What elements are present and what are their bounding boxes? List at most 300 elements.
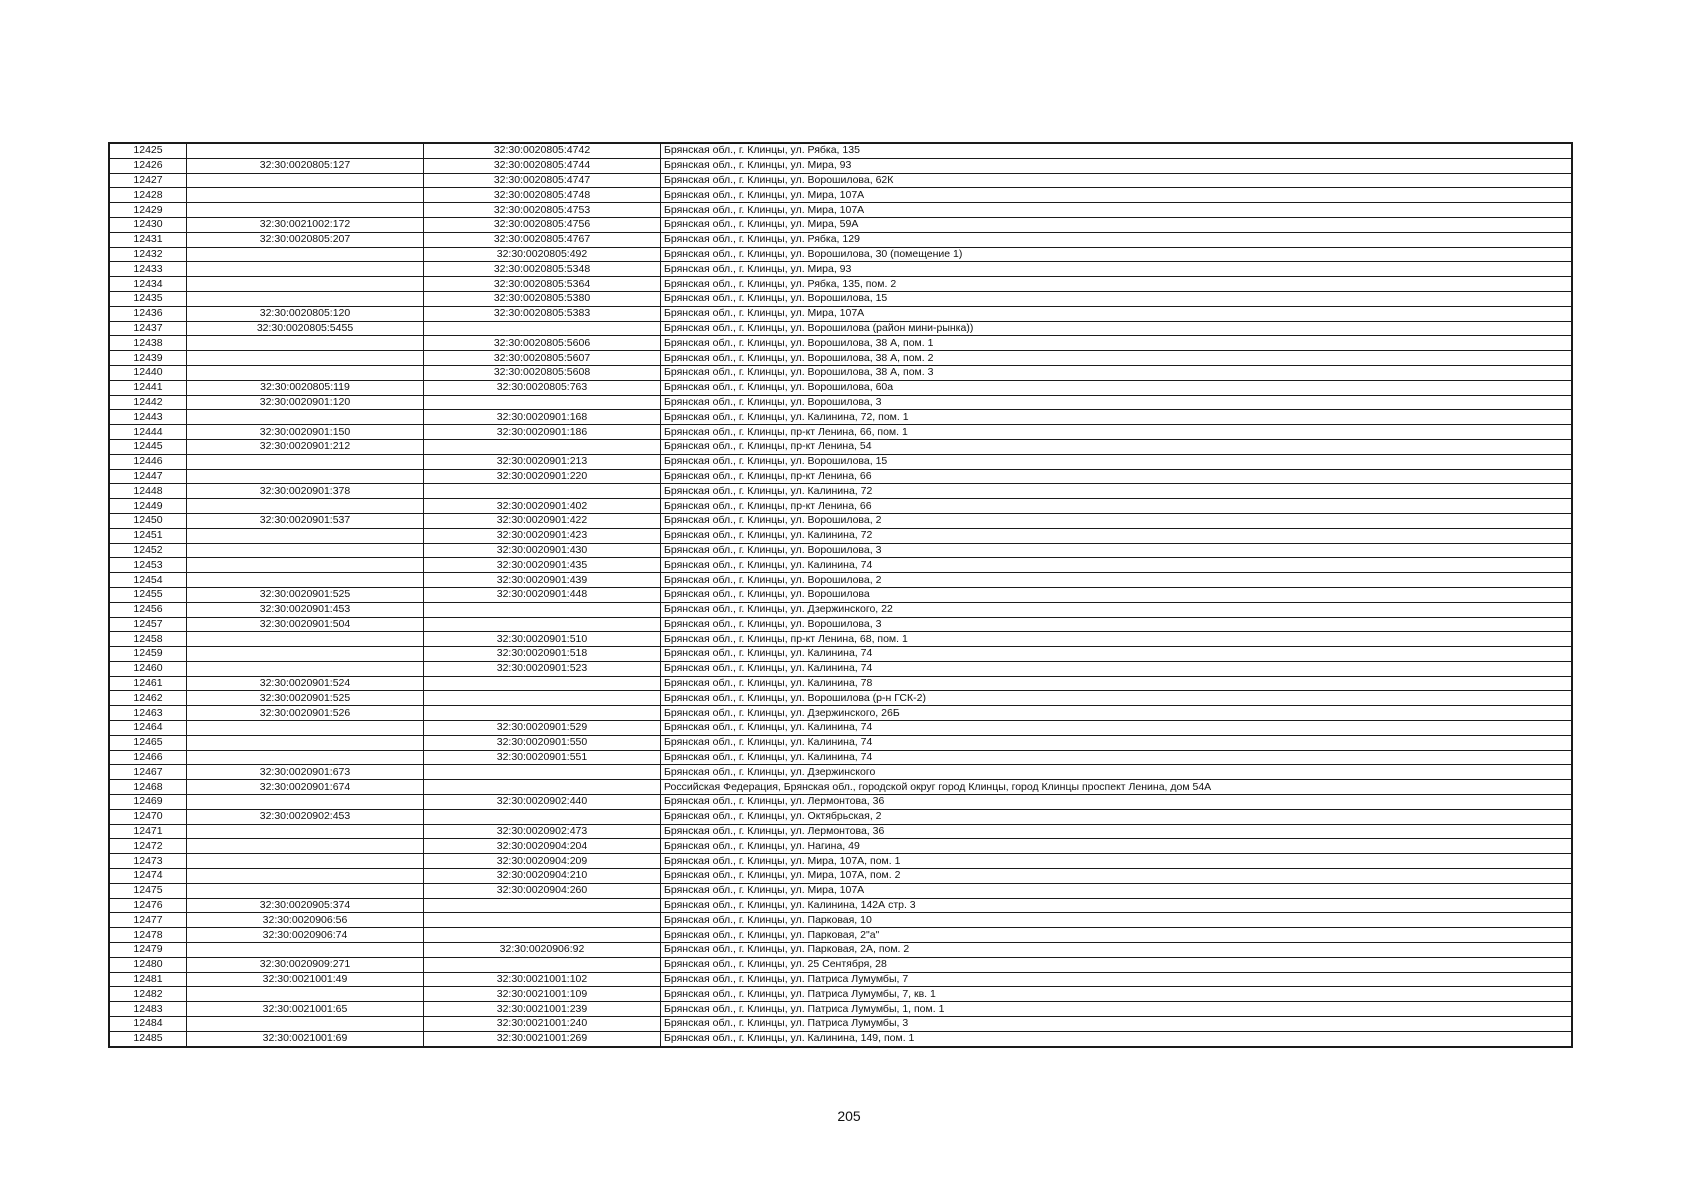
cadastral-number-cell — [187, 1017, 424, 1032]
row-number-cell: 12429 — [110, 203, 187, 218]
table-row — [110, 957, 1572, 972]
object-number-cell — [424, 321, 661, 336]
address-cell: Брянская обл., г. Клинцы, ул. Рябка, 129 — [661, 232, 1572, 247]
table-row — [110, 1031, 1572, 1046]
object-number-cell: 32:30:0020805:4767 — [424, 232, 661, 247]
cadastral-number-cell: 32:30:0020901:378 — [187, 484, 424, 499]
row-number-cell: 12474 — [110, 869, 187, 884]
table-row — [110, 217, 1572, 232]
object-number-cell — [424, 676, 661, 691]
row-number-cell: 12462 — [110, 691, 187, 706]
address-cell: Брянская обл., г. Клинцы, ул. Мира, 93 — [661, 262, 1572, 277]
address-cell: Брянская обл., г. Клинцы, ул. Ворошилова (р-н ГСК-2) — [661, 691, 1572, 706]
row-number-cell: 12475 — [110, 883, 187, 898]
row-number-cell: 12460 — [110, 661, 187, 676]
object-number-cell — [424, 706, 661, 721]
cadastral-number-cell: 32:30:0020805:127 — [187, 158, 424, 173]
table-row — [110, 883, 1572, 898]
table-row — [110, 913, 1572, 928]
cadastral-number-cell: 32:30:0020901:150 — [187, 425, 424, 440]
registry-table — [109, 143, 1572, 1047]
cadastral-number-cell: 32:30:0020901:120 — [187, 395, 424, 410]
cadastral-number-cell: 32:30:0020901:537 — [187, 513, 424, 528]
address-cell: Брянская обл., г. Клинцы, ул. Калинина, 72 — [661, 484, 1572, 499]
cadastral-number-cell — [187, 795, 424, 810]
row-number-cell: 12452 — [110, 543, 187, 558]
object-number-cell: 32:30:0020805:4748 — [424, 188, 661, 203]
object-number-cell: 32:30:0020901:435 — [424, 558, 661, 573]
address-cell: Брянская обл., г. Клинцы, пр-кт Ленина, 54 — [661, 439, 1572, 454]
cadastral-number-cell: 32:30:0020905:374 — [187, 898, 424, 913]
object-number-cell — [424, 395, 661, 410]
object-number-cell: 32:30:0020901:402 — [424, 499, 661, 514]
cadastral-number-cell: 32:30:0021001:49 — [187, 972, 424, 987]
row-number-cell: 12444 — [110, 425, 187, 440]
cadastral-number-cell: 32:30:0020901:674 — [187, 780, 424, 795]
address-cell: Брянская обл., г. Клинцы, ул. Дзержинского — [661, 765, 1572, 780]
row-number-cell: 12433 — [110, 262, 187, 277]
row-number-cell: 12466 — [110, 750, 187, 765]
table-row — [110, 484, 1572, 499]
row-number-cell: 12470 — [110, 809, 187, 824]
address-cell: Брянская обл., г. Клинцы, пр-кт Ленина, 68, пом. 1 — [661, 632, 1572, 647]
object-number-cell: 32:30:0020904:210 — [424, 869, 661, 884]
object-number-cell: 32:30:0020901:186 — [424, 425, 661, 440]
address-cell: Брянская обл., г. Клинцы, ул. Патриса Лумумбы, 7 — [661, 972, 1572, 987]
cadastral-number-cell — [187, 188, 424, 203]
cadastral-number-cell — [187, 469, 424, 484]
address-cell: Брянская обл., г. Клинцы, ул. Лермонтова, 36 — [661, 795, 1572, 810]
address-cell: Брянская обл., г. Клинцы, ул. Ворошилова, 3 — [661, 617, 1572, 632]
address-cell: Брянская обл., г. Клинцы, ул. Дзержинского, 22 — [661, 602, 1572, 617]
row-number-cell: 12435 — [110, 291, 187, 306]
object-number-cell — [424, 439, 661, 454]
cadastral-number-cell — [187, 721, 424, 736]
object-number-cell: 32:30:0020805:4742 — [424, 144, 661, 159]
row-number-cell: 12467 — [110, 765, 187, 780]
object-number-cell: 32:30:0020901:518 — [424, 647, 661, 662]
object-number-cell — [424, 765, 661, 780]
object-number-cell: 32:30:0020902:440 — [424, 795, 661, 810]
cadastral-number-cell — [187, 262, 424, 277]
table-row — [110, 943, 1572, 958]
table-row — [110, 351, 1572, 366]
row-number-cell: 12438 — [110, 336, 187, 351]
cadastral-number-cell: 32:30:0021002:172 — [187, 217, 424, 232]
address-cell: Брянская обл., г. Клинцы, ул. Мира, 107А — [661, 306, 1572, 321]
cadastral-number-cell: 32:30:0021001:69 — [187, 1031, 424, 1046]
table-row — [110, 321, 1572, 336]
cadastral-number-cell: 32:30:0020901:526 — [187, 706, 424, 721]
table-row — [110, 439, 1572, 454]
address-cell: Брянская обл., г. Клинцы, ул. Ворошилова, 3 — [661, 543, 1572, 558]
cadastral-number-cell: 32:30:0020901:212 — [187, 439, 424, 454]
object-number-cell: 32:30:0020805:4744 — [424, 158, 661, 173]
row-number-cell: 12484 — [110, 1017, 187, 1032]
object-number-cell: 32:30:0020805:4753 — [424, 203, 661, 218]
table-row — [110, 898, 1572, 913]
object-number-cell: 32:30:0020805:5348 — [424, 262, 661, 277]
table-row — [110, 469, 1572, 484]
row-number-cell: 12464 — [110, 721, 187, 736]
row-number-cell: 12428 — [110, 188, 187, 203]
row-number-cell: 12456 — [110, 602, 187, 617]
address-cell: Брянская обл., г. Клинцы, ул. Патриса Лумумбы, 3 — [661, 1017, 1572, 1032]
row-number-cell: 12437 — [110, 321, 187, 336]
table-row — [110, 854, 1572, 869]
address-cell: Брянская обл., г. Клинцы, ул. Калинина, 74 — [661, 558, 1572, 573]
object-number-cell — [424, 484, 661, 499]
table-row — [110, 735, 1572, 750]
table-row — [110, 632, 1572, 647]
table-row — [110, 587, 1572, 602]
cadastral-number-cell: 32:30:0021001:65 — [187, 1002, 424, 1017]
cadastral-number-cell: 32:30:0020901:453 — [187, 602, 424, 617]
address-cell: Брянская обл., г. Клинцы, ул. Ворошилова, 38 А, пом. 2 — [661, 351, 1572, 366]
object-number-cell: 32:30:0020805:4747 — [424, 173, 661, 188]
table-row — [110, 306, 1572, 321]
cadastral-number-cell — [187, 632, 424, 647]
row-number-cell: 12448 — [110, 484, 187, 499]
object-number-cell: 32:30:0020904:260 — [424, 883, 661, 898]
table-row — [110, 839, 1572, 854]
object-number-cell: 32:30:0020902:473 — [424, 824, 661, 839]
address-cell: Брянская обл., г. Клинцы, пр-кт Ленина, 66 — [661, 499, 1572, 514]
address-cell: Брянская обл., г. Клинцы, ул. Ворошилова, 3 — [661, 395, 1572, 410]
address-cell: Брянская обл., г. Клинцы, ул. Парковая, 10 — [661, 913, 1572, 928]
row-number-cell: 12451 — [110, 528, 187, 543]
object-number-cell — [424, 691, 661, 706]
address-cell: Брянская обл., г. Клинцы, ул. Калинина, 72 — [661, 528, 1572, 543]
object-number-cell: 32:30:0020805:5606 — [424, 336, 661, 351]
table-row — [110, 750, 1572, 765]
table-row — [110, 617, 1572, 632]
object-number-cell: 32:30:0020805:492 — [424, 247, 661, 262]
table-row — [110, 277, 1572, 292]
row-number-cell: 12426 — [110, 158, 187, 173]
cadastral-number-cell: 32:30:0020901:525 — [187, 587, 424, 602]
address-cell: Брянская обл., г. Клинцы, ул. Калинина, 72, пом. 1 — [661, 410, 1572, 425]
object-number-cell: 32:30:0020901:510 — [424, 632, 661, 647]
row-number-cell: 12459 — [110, 647, 187, 662]
page-number: 205 — [837, 1108, 861, 1124]
address-cell: Брянская обл., г. Клинцы, ул. Ворошилова, 15 — [661, 291, 1572, 306]
row-number-cell: 12469 — [110, 795, 187, 810]
table-row — [110, 262, 1572, 277]
row-number-cell: 12455 — [110, 587, 187, 602]
row-number-cell: 12477 — [110, 913, 187, 928]
object-number-cell: 32:30:0020904:204 — [424, 839, 661, 854]
table-row — [110, 661, 1572, 676]
object-number-cell: 32:30:0020901:448 — [424, 587, 661, 602]
row-number-cell: 12434 — [110, 277, 187, 292]
table-row — [110, 987, 1572, 1002]
row-number-cell: 12461 — [110, 676, 187, 691]
cadastral-number-cell: 32:30:0020805:5455 — [187, 321, 424, 336]
object-number-cell: 32:30:0020901:439 — [424, 573, 661, 588]
address-cell: Брянская обл., г. Клинцы, ул. Калинина, 74 — [661, 721, 1572, 736]
cadastral-number-cell — [187, 454, 424, 469]
object-number-cell: 32:30:0021001:239 — [424, 1002, 661, 1017]
table-row — [110, 928, 1572, 943]
table-row — [110, 232, 1572, 247]
table-row — [110, 824, 1572, 839]
address-cell: Брянская обл., г. Клинцы, ул. Калинина, 74 — [661, 750, 1572, 765]
row-number-cell: 12453 — [110, 558, 187, 573]
object-number-cell: 32:30:0021001:102 — [424, 972, 661, 987]
object-number-cell: 32:30:0020901:550 — [424, 735, 661, 750]
cadastral-number-cell — [187, 173, 424, 188]
table-row — [110, 972, 1572, 987]
address-cell: Брянская обл., г. Клинцы, ул. Мира, 107А — [661, 883, 1572, 898]
row-number-cell: 12478 — [110, 928, 187, 943]
row-number-cell: 12427 — [110, 173, 187, 188]
object-number-cell — [424, 898, 661, 913]
cadastral-number-cell — [187, 144, 424, 159]
row-number-cell: 12458 — [110, 632, 187, 647]
address-cell: Брянская обл., г. Клинцы, ул. Калинина, 78 — [661, 676, 1572, 691]
cadastral-number-cell — [187, 247, 424, 262]
object-number-cell: 32:30:0020901:213 — [424, 454, 661, 469]
object-number-cell: 32:30:0021001:240 — [424, 1017, 661, 1032]
row-number-cell: 12483 — [110, 1002, 187, 1017]
object-number-cell: 32:30:0020805:5380 — [424, 291, 661, 306]
table-row — [110, 647, 1572, 662]
row-number-cell: 12436 — [110, 306, 187, 321]
object-number-cell: 32:30:0020805:5607 — [424, 351, 661, 366]
row-number-cell: 12449 — [110, 499, 187, 514]
object-number-cell — [424, 617, 661, 632]
address-cell: Брянская обл., г. Клинцы, ул. 25 Сентября, 28 — [661, 957, 1572, 972]
table-row — [110, 795, 1572, 810]
address-cell: Брянская обл., г. Клинцы, ул. Рябка, 135 — [661, 144, 1572, 159]
cadastral-number-cell: 32:30:0020901:525 — [187, 691, 424, 706]
table-row — [110, 336, 1572, 351]
cadastral-number-cell — [187, 499, 424, 514]
row-number-cell: 12472 — [110, 839, 187, 854]
row-number-cell: 12442 — [110, 395, 187, 410]
table-row — [110, 291, 1572, 306]
table-row — [110, 1017, 1572, 1032]
address-cell: Брянская обл., г. Клинцы, ул. Калинина, 149, пом. 1 — [661, 1031, 1572, 1046]
address-cell: Брянская обл., г. Клинцы, ул. Октябрьская, 2 — [661, 809, 1572, 824]
row-number-cell: 12454 — [110, 573, 187, 588]
cadastral-number-cell: 32:30:0020805:207 — [187, 232, 424, 247]
cadastral-number-cell: 32:30:0020805:120 — [187, 306, 424, 321]
cadastral-number-cell — [187, 987, 424, 1002]
cadastral-number-cell — [187, 528, 424, 543]
row-number-cell: 12465 — [110, 735, 187, 750]
row-number-cell: 12425 — [110, 144, 187, 159]
row-number-cell: 12443 — [110, 410, 187, 425]
address-cell: Брянская обл., г. Клинцы, ул. Ворошилова, 2 — [661, 513, 1572, 528]
cadastral-number-cell — [187, 336, 424, 351]
object-number-cell: 32:30:0021001:269 — [424, 1031, 661, 1046]
address-cell: Российская Федерация, Брянская обл., городской округ город Клинцы, город Клинцы проспект Ленина, дом 54А — [661, 780, 1572, 795]
row-number-cell: 12479 — [110, 943, 187, 958]
address-cell: Брянская обл., г. Клинцы, ул. Ворошилова, 38 А, пом. 1 — [661, 336, 1572, 351]
table-row — [110, 380, 1572, 395]
address-cell: Брянская обл., г. Клинцы, ул. Мира, 107А — [661, 188, 1572, 203]
cadastral-number-cell — [187, 824, 424, 839]
address-cell: Брянская обл., г. Клинцы, ул. Калинина, 74 — [661, 735, 1572, 750]
object-number-cell: 32:30:0020805:5608 — [424, 365, 661, 380]
address-cell: Брянская обл., г. Клинцы, ул. Ворошилова, 62К — [661, 173, 1572, 188]
cadastral-number-cell — [187, 869, 424, 884]
cadastral-number-cell — [187, 291, 424, 306]
object-number-cell: 32:30:0020901:422 — [424, 513, 661, 528]
object-number-cell — [424, 602, 661, 617]
cadastral-number-cell: 32:30:0020901:524 — [187, 676, 424, 691]
object-number-cell: 32:30:0020901:551 — [424, 750, 661, 765]
table-row — [110, 528, 1572, 543]
object-number-cell — [424, 809, 661, 824]
table-row — [110, 158, 1572, 173]
object-number-cell: 32:30:0020901:423 — [424, 528, 661, 543]
cadastral-number-cell: 32:30:0020901:504 — [187, 617, 424, 632]
table-row — [110, 188, 1572, 203]
table-row — [110, 780, 1572, 795]
table-row — [110, 869, 1572, 884]
row-number-cell: 12450 — [110, 513, 187, 528]
address-cell: Брянская обл., г. Клинцы, ул. Ворошилова, 15 — [661, 454, 1572, 469]
address-cell: Брянская обл., г. Клинцы, ул. Дзержинского, 26Б — [661, 706, 1572, 721]
table-row — [110, 499, 1572, 514]
row-number-cell: 12431 — [110, 232, 187, 247]
row-number-cell: 12482 — [110, 987, 187, 1002]
cadastral-number-cell — [187, 750, 424, 765]
cadastral-number-cell — [187, 410, 424, 425]
cadastral-number-cell — [187, 543, 424, 558]
cadastral-number-cell — [187, 277, 424, 292]
table-row — [110, 1002, 1572, 1017]
row-number-cell: 12445 — [110, 439, 187, 454]
address-cell: Брянская обл., г. Клинцы, ул. Рябка, 135, пом. 2 — [661, 277, 1572, 292]
table-row — [110, 691, 1572, 706]
address-cell: Брянская обл., г. Клинцы, ул. Мира, 93 — [661, 158, 1572, 173]
object-number-cell: 32:30:0020805:5383 — [424, 306, 661, 321]
address-cell: Брянская обл., г. Клинцы, ул. Патриса Лумумбы, 1, пом. 1 — [661, 1002, 1572, 1017]
address-cell: Брянская обл., г. Клинцы, ул. Ворошилова — [661, 587, 1572, 602]
cadastral-number-cell: 32:30:0020901:673 — [187, 765, 424, 780]
row-number-cell: 12446 — [110, 454, 187, 469]
cadastral-number-cell — [187, 365, 424, 380]
table-row — [110, 425, 1572, 440]
row-number-cell: 12473 — [110, 854, 187, 869]
object-number-cell: 32:30:0020901:529 — [424, 721, 661, 736]
table-row — [110, 144, 1572, 159]
row-number-cell: 12471 — [110, 824, 187, 839]
cadastral-number-cell — [187, 883, 424, 898]
table-row — [110, 558, 1572, 573]
object-number-cell: 32:30:0020901:168 — [424, 410, 661, 425]
address-cell: Брянская обл., г. Клинцы, ул. Мира, 107А, пом. 1 — [661, 854, 1572, 869]
table-row — [110, 454, 1572, 469]
cadastral-number-cell: 32:30:0020906:74 — [187, 928, 424, 943]
address-cell: Брянская обл., г. Клинцы, ул. Калинина, 142А стр. 3 — [661, 898, 1572, 913]
address-cell: Брянская обл., г. Клинцы, ул. Нагина, 49 — [661, 839, 1572, 854]
object-number-cell: 32:30:0020901:220 — [424, 469, 661, 484]
object-number-cell: 32:30:0020805:4756 — [424, 217, 661, 232]
cadastral-number-cell: 32:30:0020902:453 — [187, 809, 424, 824]
table-row — [110, 602, 1572, 617]
object-number-cell: 32:30:0020904:209 — [424, 854, 661, 869]
cadastral-number-cell: 32:30:0020909:271 — [187, 957, 424, 972]
table-row — [110, 410, 1572, 425]
address-cell: Брянская обл., г. Клинцы, ул. Калинина, 74 — [661, 647, 1572, 662]
cadastral-number-cell — [187, 943, 424, 958]
row-number-cell: 12432 — [110, 247, 187, 262]
row-number-cell: 12463 — [110, 706, 187, 721]
address-cell: Брянская обл., г. Клинцы, ул. Парковая, 2А, пом. 2 — [661, 943, 1572, 958]
table-row — [110, 543, 1572, 558]
object-number-cell: 32:30:0020901:430 — [424, 543, 661, 558]
object-number-cell — [424, 780, 661, 795]
table-row — [110, 765, 1572, 780]
row-number-cell: 12485 — [110, 1031, 187, 1046]
row-number-cell: 12447 — [110, 469, 187, 484]
table-row — [110, 721, 1572, 736]
table-row — [110, 676, 1572, 691]
row-number-cell: 12439 — [110, 351, 187, 366]
object-number-cell — [424, 957, 661, 972]
table-row — [110, 573, 1572, 588]
row-number-cell: 12481 — [110, 972, 187, 987]
address-cell: Брянская обл., г. Клинцы, ул. Патриса Лумумбы, 7, кв. 1 — [661, 987, 1572, 1002]
cadastral-number-cell — [187, 839, 424, 854]
address-cell: Брянская обл., г. Клинцы, ул. Мира, 107А — [661, 203, 1572, 218]
row-number-cell: 12480 — [110, 957, 187, 972]
table-row — [110, 395, 1572, 410]
cadastral-number-cell — [187, 854, 424, 869]
cadastral-number-cell — [187, 647, 424, 662]
address-cell: Брянская обл., г. Клинцы, ул. Ворошилова, 60а — [661, 380, 1572, 395]
object-number-cell — [424, 928, 661, 943]
address-cell: Брянская обл., г. Клинцы, ул. Лермонтова, 36 — [661, 824, 1572, 839]
cadastral-number-cell — [187, 661, 424, 676]
object-number-cell: 32:30:0020901:523 — [424, 661, 661, 676]
row-number-cell: 12468 — [110, 780, 187, 795]
table-row — [110, 203, 1572, 218]
table-row — [110, 247, 1572, 262]
row-number-cell: 12476 — [110, 898, 187, 913]
address-cell: Брянская обл., г. Клинцы, ул. Ворошилова (район мини-рынка)) — [661, 321, 1572, 336]
row-number-cell: 12457 — [110, 617, 187, 632]
cadastral-number-cell — [187, 203, 424, 218]
address-cell: Брянская обл., г. Клинцы, ул. Мира, 59А — [661, 217, 1572, 232]
address-cell: Брянская обл., г. Клинцы, ул. Парковая, 2"а" — [661, 928, 1572, 943]
table-row — [110, 513, 1572, 528]
object-number-cell — [424, 913, 661, 928]
cadastral-number-cell — [187, 351, 424, 366]
table-row — [110, 809, 1572, 824]
row-number-cell: 12441 — [110, 380, 187, 395]
cadastral-number-cell — [187, 558, 424, 573]
object-number-cell: 32:30:0020906:92 — [424, 943, 661, 958]
address-cell: Брянская обл., г. Клинцы, ул. Калинина, 74 — [661, 661, 1572, 676]
address-cell: Брянская обл., г. Клинцы, ул. Ворошилова, 2 — [661, 573, 1572, 588]
cadastral-number-cell — [187, 735, 424, 750]
address-cell: Брянская обл., г. Клинцы, пр-кт Ленина, 66, пом. 1 — [661, 425, 1572, 440]
cadastral-number-cell — [187, 573, 424, 588]
table-row — [110, 173, 1572, 188]
row-number-cell: 12440 — [110, 365, 187, 380]
object-number-cell: 32:30:0020805:763 — [424, 380, 661, 395]
cadastral-number-cell: 32:30:0020906:56 — [187, 913, 424, 928]
table-row — [110, 706, 1572, 721]
address-cell: Брянская обл., г. Клинцы, ул. Ворошилова, 30 (помещение 1) — [661, 247, 1572, 262]
address-cell: Брянская обл., г. Клинцы, ул. Ворошилова, 38 А, пом. 3 — [661, 365, 1572, 380]
